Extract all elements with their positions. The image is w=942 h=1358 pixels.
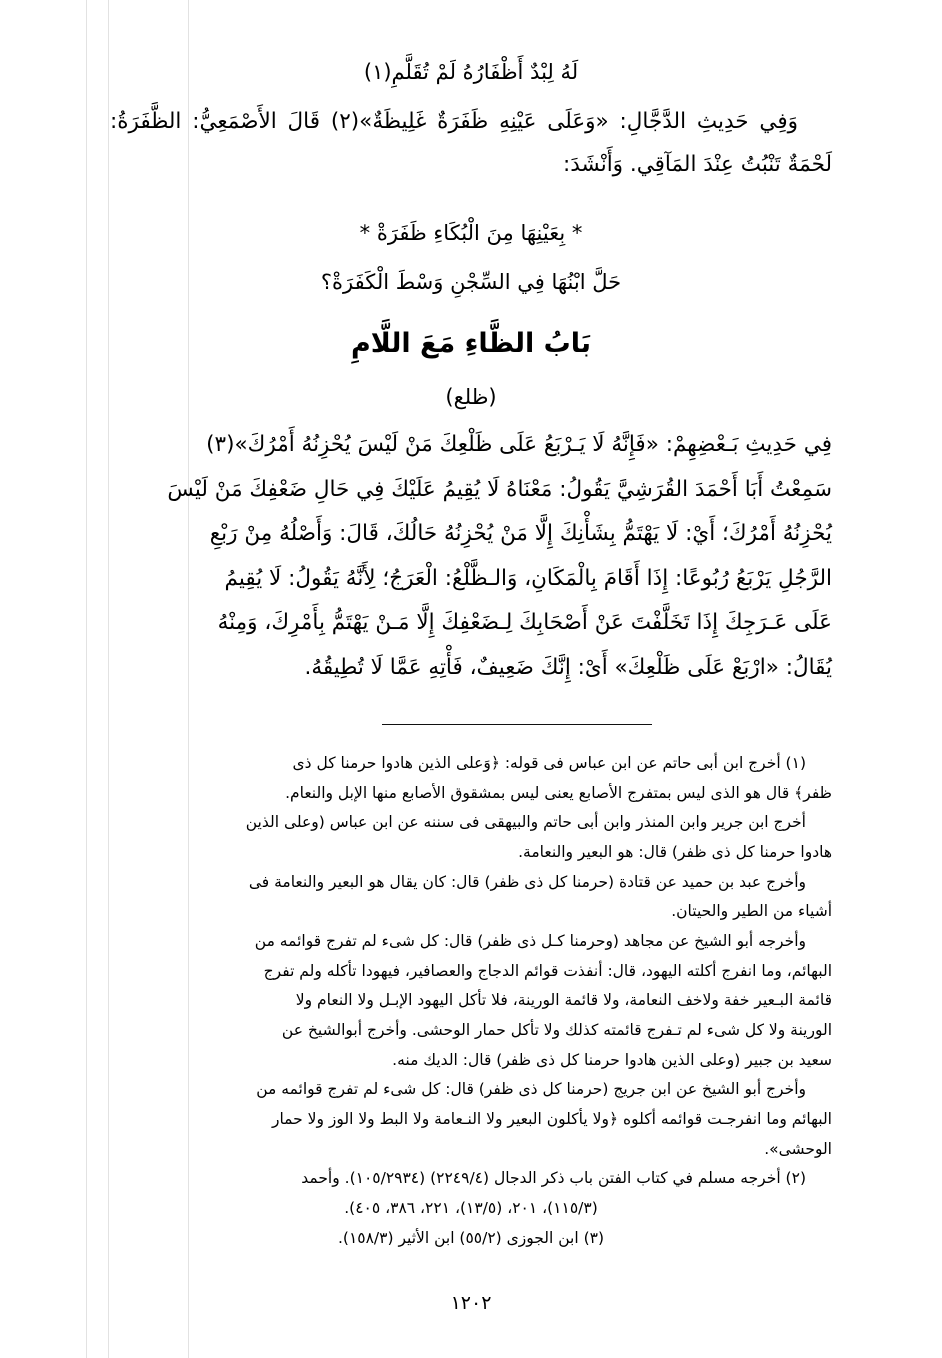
footnote-rule-line — [382, 724, 652, 725]
footnote-line: قائمة البـعير خفة ولاخف النعامة، ولا قائمة الورينة، فلا تأكل اليهود الإبـل ولا النعام ولا — [295, 991, 832, 1010]
footnote-line: ظفر﴾ قال هو الذى ليس بمتفرج الأصابع يعنى ليس بمشقوق الأصابع منها الإبل والنعام. — [285, 783, 832, 802]
poem-line-top: لَهُ لِبْدٌ أَظْفَارُهُ لَمْ تُقَلَّمِ(١) — [363, 60, 579, 84]
footnote-line: سعيد بن جبير (وعلى الذين هادوا حرمنا كل ذى ظفر) قال: الديك منه. — [392, 1050, 832, 1069]
verse-line-2: حَلَّ ابْنُهَا فِي السِّجْنِ وَسْطَ الْكَفَرَةْ؟ — [320, 270, 622, 295]
page-number: ١٢٠٢ — [450, 1292, 492, 1314]
main-line: فِي حَدِيثِ بَـعْضِهِمْ: «فَإِنَّهُ لَا يَـرْبَعُ عَلَى ظَلْعِكَ مَنْ لَيْسَ يُحْزِنُهُ أَمْرُكَ»(٣) — [206, 432, 832, 458]
entry-root-label: (ظلع) — [445, 385, 497, 410]
main-entry-body — [110, 423, 832, 690]
footnote-line: (١) أخرج ابن أبى حاتم عن ابن عباس فى قوله: ﴿وَعلى الذين هادوا حرمنا كل ذى — [292, 754, 806, 773]
footnote-line: (٢) أخرجه مسلم في كتاب الفتن باب ذكر الدجال (٢٢٤٩/٤) (١٠٥/٢٩٣٤). وأحمد — [301, 1169, 806, 1188]
page-content — [110, 60, 832, 1254]
verse-line-1: * بِعَيْنِهَا مِنَ الْبُكَاءِ ظَفَرَةْ * — [359, 221, 583, 245]
main-line: الرَّجُلِ يَرْبَعُ رُبُوعًا: إِذَا أَقَامَ بِالْمَكَانِ، وَالـظَّلْعُ: الْعَرَجُ؛ لِأَنَّهُ يَقُولُ: لَا يُقِيمُ — [224, 565, 832, 591]
footnotes-section — [110, 750, 832, 1251]
footnote-line: وأخرج أبو الشيخ عن ابن جريج (حرمنا كل ذى ظفر) قال: كل شىء لم تفرج قوائمه من — [256, 1080, 806, 1099]
footnote-line: أخرج ابن جرير وابن المنذر وابن أبى حاتم والبيهقى فى سننه عن ابن عباس (وعلى الذين — [245, 813, 806, 832]
footnote-line: هادوا حرمنا كل ذى ظفر) قال: هو البعير والنعامة. — [518, 843, 832, 862]
hadith-paragraph: وَفِي حَدِيثِ الدَّجَّالِ: «وَعَلَى عَيْنِهِ ظَفَرَةٌ غَلِيظَةٌ»(٢) قَالَ الأَصْمَعِيُّ: الظَّفَرَةُ: لَحْمَةٌ تَنْبُتُ عِنْدَ المَآقِي. وَأَنْشَدَ: — [110, 109, 832, 177]
footnote-line: أشياء من الطير والحيتان. — [671, 902, 832, 921]
main-line: سَمِعْتُ أَبَا أَحْمَدَ القُرَشِيَّ يَقُولُ: مَعْنَاهُ لَا يُقِيمُ عَلَيْكَ فِي حَالِ ضَعْفِكَ مَنْ لَيْسَ — [167, 476, 832, 502]
chapter-title: بَابُ الظَّاءِ مَعَ اللَّامِ — [350, 328, 592, 360]
footnote-line: (٣) ابن الجوزى (٥٥/٢) ابن الأثير (١٥٨/٣). — [337, 1228, 605, 1247]
scan-artifact-line — [108, 0, 109, 1358]
footnote-line: الورينة ولا كل شىء لم تـفرج قائمته كذلك ولا تأكل حمار الوحشى. وأخرج أبوالشيخ عن — [281, 1021, 832, 1039]
scan-artifact-line — [86, 0, 87, 1358]
footnote-line: الوحشى». — [764, 1139, 832, 1158]
main-line: عَلَى عَـرَجِكَ إِذَا تَخَلَّفْتَ عَنْ أَصْحَابِكَ لِـضَعْفِكَ إِلَّا مَـنْ يَهْتَمُّ بِأَمْرِكَ، وَمِنْهُ — [217, 610, 832, 636]
footnote-line: البهائم وما انفرجـت قوائمه أكلوه ﴿ولا يأكلون البعير ولا النـعامة ولا البط ولا الوز ولا حمار — [271, 1109, 832, 1128]
footnote-line: البهائم، وما انفرج أكلته اليهود، قال: أنفذت قوائم الدجاج والعصافير، فيهودا تأكله ولم تفرج — [263, 961, 832, 980]
footnote-line: وأخرج عبد بن حميد عن قتادة (حرمنا كل ذى ظفر) قال: كان يقال هو البعير والنعامة فى — [248, 872, 806, 891]
main-line: يُحْزِنُهُ أَمْرُكَ؛ أَيْ: لَا يَهْتَمُّ بِشَأْنِكَ إِلَّا مَنْ يُحْزِنُهُ حَالُكَ، قَالَ: وَأَصْلُهُ مِنْ رَبْعِ — [209, 521, 832, 547]
footnote-line: (١١٥/٣)، ٢٠١، (١٣/٥)، ٢٢١، ٣٨٦، ٤٠٥). — [344, 1198, 598, 1217]
main-line: يُقَالُ: «ارْبَعْ عَلَى ظَلْعِكَ» أَىْ: إِنَّكَ ضَعِيفٌ، فَأْتِهِ عَمَّا لَا تُطِيقُهُ. — [304, 654, 832, 680]
verse-block — [110, 212, 832, 304]
footnote-separator — [110, 724, 832, 736]
footnote-line: وأخرجه أبو الشيخ عن مجاهد (وحرمنا كـل ذى ظفر) قال: كل شىء لم تفرج قوائمه من — [254, 932, 806, 951]
